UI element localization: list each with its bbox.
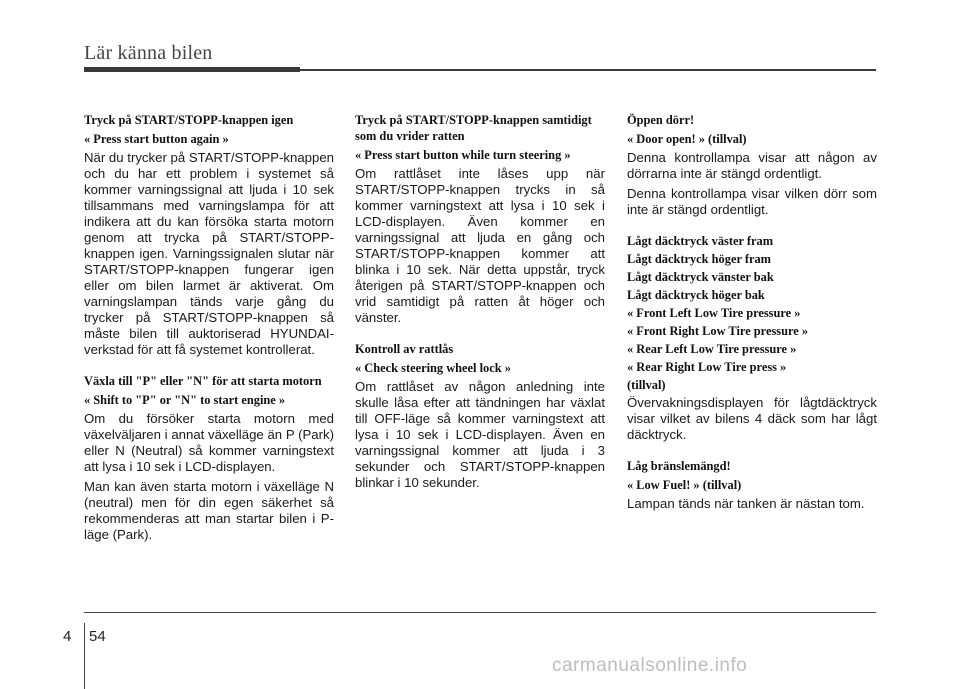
page-number: 54 [89, 628, 106, 645]
footer-divider [84, 623, 85, 689]
footer-rule [84, 612, 876, 613]
section-heading-line: (tillval) [627, 378, 666, 392]
section-heading-line: « Rear Right Low Tire press » [627, 360, 787, 374]
header-rule-thin [300, 69, 876, 71]
section-heading-line: « Front Left Low Tire pressure » [627, 306, 801, 320]
section-heading-line: « Front Right Low Tire pressure » [627, 324, 809, 338]
section-heading: Tryck på START/STOPP-knappen igen [84, 113, 294, 127]
header-rule-thick [84, 67, 300, 72]
section-body: Denna kontrollampa visar vilken dörr som inte är stängd ordentligt. [627, 186, 877, 217]
section-heading: Öppen dörr! [627, 113, 695, 127]
section-subheading: « Press start button while turn steering » [355, 148, 571, 162]
section-body: Om du försöker starta motorn med växelväljaren i annat växelläge än P (Park) eller N (Neutral) så kommer varningstext att lysa i 10 sek i LCD-displayen. [84, 411, 334, 474]
section-subheading: « Press start button again » [84, 132, 229, 146]
page-header-title: Lär känna bilen [84, 42, 213, 64]
column-3 [627, 112, 877, 516]
section-heading-line: Lågt däcktryck höger bak [627, 288, 765, 302]
section-body: Denna kontrollampa visar att någon av dörrarna inte är stängd ordentligt. [627, 150, 877, 181]
section-heading: Kontroll av rattlås [355, 342, 454, 356]
section-body: När du trycker på START/STOPP-knappen och du har ett problem i systemet så kommer varningssignal att ljuda i 10 sek tillsammans med varningslampa för att indikera att du kan försöka starta motorn genom att trycka på START/STOPP-knappen igen. Varningssignalen slutar när START/STOPP-knappen fungerar igen eller om bilen larmet är aktiverat. Om varningslampan tänds varje gång du trycker på START/STOPP-knappen så måste bilen till auktoriserad HYUNDAI-verkstad för att få systemet kontrollerat. [84, 150, 334, 357]
section-body: Om rattlåset av någon anledning inte skulle låsa efter att tändningen har växlat till OFF-läge så kommer varningstext att lysa i 10 sek i LCD-displayen. Även en varningssignal kommer att ljuda i 3 sekunder och START/STOPP-knappen blinkar i 10 sekunder. [355, 379, 605, 490]
section-heading-line: Lågt däcktryck höger fram [627, 252, 771, 266]
section-body: Om rattlåset inte låses upp när START/STOPP-knappen trycks in så kommer varningstext att lysa i 10 sek i LCD-displayen. Även kommer en varningssignal att ljuda en gång och START/STOPP-knappen kommer att blinka i 10 sek. När detta uppstår, tryck återigen på START/STOPP-knappen och vrid samtidigt på ratten åt höger och vänster. [355, 166, 605, 325]
section-body: Lampan tänds när tanken är nästan tom. [627, 496, 865, 511]
section-heading-line: Lågt däcktryck vänster bak [627, 270, 774, 284]
section-subheading: « Door open! » (tillval) [627, 132, 747, 146]
section-body: Övervakningsdisplayen för lågtdäcktryck visar vilket av bilens 4 däck som har lågt däcktryck. [627, 395, 877, 442]
section-subheading: « Check steering wheel lock » [355, 361, 511, 375]
section-heading-line: « Rear Left Low Tire pressure » [627, 342, 797, 356]
column-2 [355, 112, 605, 495]
section-subheading: « Low Fuel! » (tillval) [627, 478, 742, 492]
section-heading: Låg bränslemängd! [627, 459, 731, 473]
column-1 [84, 112, 334, 547]
section-heading-line: Lågt däcktryck väster fram [627, 234, 774, 248]
section-subheading: « Shift to "P" or "N" to start engine » [84, 393, 286, 407]
section-heading: Tryck på START/STOPP-knappen samtidigt som du vrider ratten [355, 113, 592, 143]
chapter-number: 4 [63, 628, 72, 645]
watermark-link[interactable]: carmanualsonline.info [552, 655, 748, 676]
section-body: Man kan även starta motorn i växelläge N (neutral) men för din egen säkerhet så rekommenderas att man startar bilen i P-läge (Park). [84, 479, 334, 542]
section-heading: Växla till "P" eller "N" för att starta motorn [84, 374, 322, 388]
